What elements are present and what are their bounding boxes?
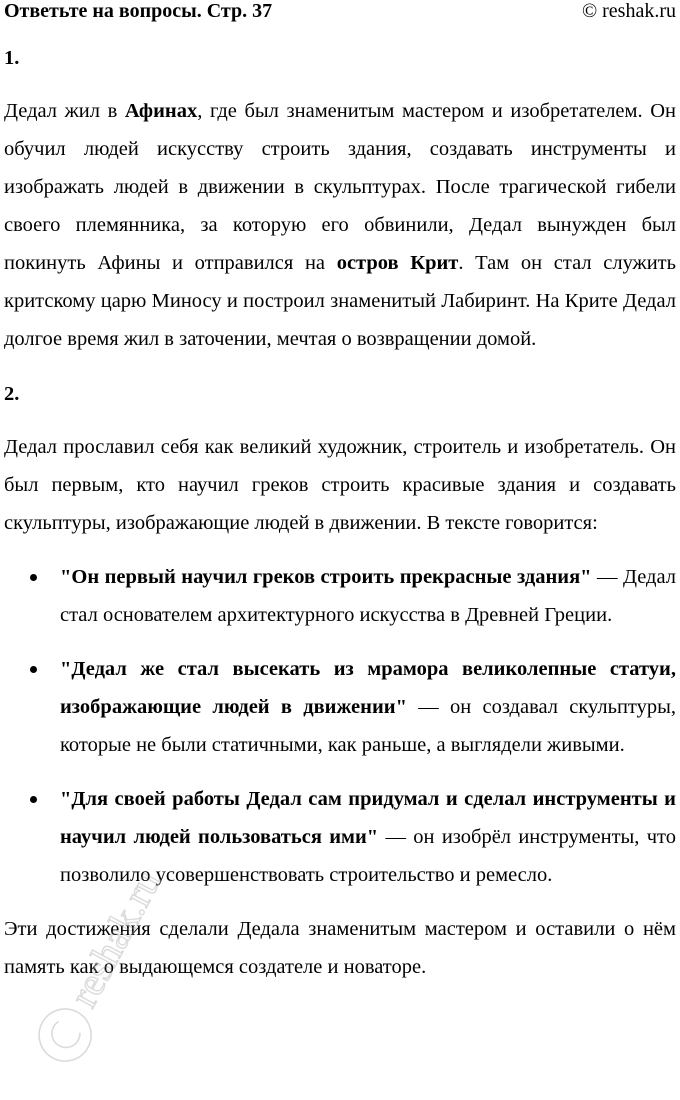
quote-list <box>4 558 676 894</box>
page-title: Ответьте на вопросы. Стр. 37 <box>4 0 273 22</box>
page-header <box>4 0 676 24</box>
list-item <box>4 780 676 894</box>
bullet-icon <box>30 666 37 673</box>
conclusion-paragraph: Эти достижения сделали Дедала знаменитым мастером и оставили о нём память как о выдающемся создателе и новаторе. <box>4 918 676 978</box>
bullet-quote: "Для своей работы Дедал сам придумал и сделал инструменты и научил людей пользоваться ими" <box>60 788 676 848</box>
bullet-icon <box>30 796 37 803</box>
list-item <box>4 558 676 634</box>
q1-text-2: , где был знаменитым мастером и изобретателем. Он обучил людей искусству строить здания, создавать инструменты и изображать людей в движении в скульптурах. После трагической гибели своего племянника, за которую его обвинили, Дедал вынужден был покинуть Афины и отправился на <box>4 100 676 274</box>
q1-bold-athens: Афинах <box>124 100 198 122</box>
watermark-text: reshak.ru <box>60 862 170 1015</box>
q1-bold-crete: остров Крит <box>336 252 459 274</box>
bullet-text: — Дедал стал основателем архитектурного искусства в Древней Греции. <box>60 566 676 626</box>
source-label: © reshak.ru <box>581 0 676 22</box>
bullet-icon <box>30 574 37 581</box>
question-1-number: 1. <box>4 47 20 69</box>
answer-content <box>4 40 676 986</box>
q1-text-3: . Там он стал служить критскому царю Миносу и построил знаменитый Лабиринт. На Крите Дедал долгое время жил в заточении, мечтая о возвращении домой. <box>4 252 676 350</box>
bullet-text: — он создавал скульптуры, которые не были статичными, как раньше, а выглядели живыми. <box>60 696 677 756</box>
question-2-intro: Дедал прославил себя как великий художник, строитель и изобретатель. Он был первым, кто научил греков строить красивые здания и создавать скульптуры, изображающие людей в движении. В тексте говорится: <box>4 436 676 534</box>
q1-text-1: Дедал жил в <box>4 100 125 122</box>
list-item <box>4 650 676 764</box>
bullet-text: — он изобрёл инструменты, что позволило усовершенствовать строительство и ремесло. <box>60 826 676 886</box>
bullet-quote: "Дедал же стал высекать из мрамора великолепные статуи, изображающие людей в движении" <box>60 658 676 718</box>
question-1-answer <box>4 92 676 358</box>
question-2-number: 2. <box>4 383 20 405</box>
bullet-quote: "Он первый научил греков строить прекрасные здания" <box>60 566 592 588</box>
